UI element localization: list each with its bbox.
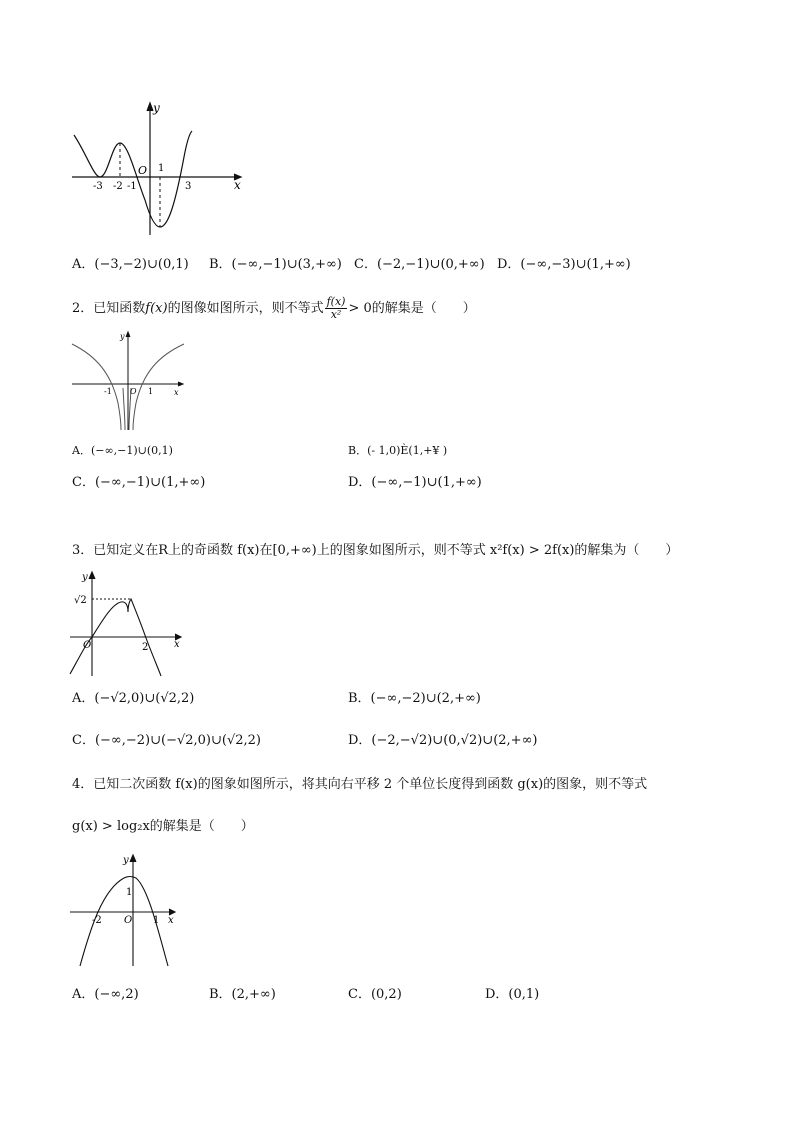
q2-frac-den: x²	[330, 308, 342, 321]
q2-stem	[72, 296, 476, 321]
q4-tick-m2: -2	[92, 915, 102, 926]
q4-graph	[66, 850, 186, 970]
q2-tick-m1: -1	[104, 387, 112, 396]
q4-option-b[interactable]: B．(2,+∞)	[209, 987, 276, 1002]
q2-frac-num: f(x)	[326, 295, 346, 308]
q3-option-c[interactable]: C．(−∞,−2)∪(−√2,0)∪(√2,2)	[72, 733, 261, 748]
q3-y-label: y	[82, 572, 88, 583]
q2-option-d[interactable]: D．(−∞,−1)∪(1,+∞)	[348, 475, 482, 490]
q2-x-label: x	[174, 388, 179, 397]
q3-sqrt2-label: √2	[74, 595, 87, 606]
q2-origin-label: O	[130, 387, 137, 396]
q2-stem-pre: 2．已知函数	[72, 301, 146, 316]
q1-option-b[interactable]: B．(−∞,−1)∪(3,+∞)	[209, 257, 342, 272]
q4-option-c[interactable]: C．(0,2)	[348, 987, 402, 1002]
q3-stem: 3．已知定义在R上的奇函数 f(x)在[0,+∞)上的图象如图所示，则不等式 x²f(x) > 2f(x)的解集为（ ）	[72, 543, 679, 558]
q2-stem-post: > 0的解集是（ ）	[348, 301, 476, 316]
q3-option-d[interactable]: D．(−2,−√2)∪(0,√2)∪(2,+∞)	[348, 733, 538, 748]
q1-origin-label: O	[138, 164, 148, 177]
q1-tick-1: 1	[158, 163, 165, 174]
q4-option-a[interactable]: A．(−∞,2)	[72, 987, 139, 1002]
q4-option-d[interactable]: D．(0,1)	[485, 987, 540, 1002]
q4-stem-line2: g(x) > log₂x的解集是（ ）	[72, 819, 254, 834]
q2-option-b[interactable]: B．(- 1,0)È(1,+¥ )	[348, 444, 448, 457]
q3-tick-2: 2	[142, 642, 149, 653]
q2-y-label: y	[120, 332, 125, 341]
q4-tick-1: 1	[153, 915, 160, 926]
q4-stem-line1: 4．已知二次函数 f(x)的图象如图所示，将其向右平移 2 个单位长度得到函数 g(x)的图象，则不等式	[72, 777, 648, 792]
q4-tick-y1: 1	[126, 887, 133, 898]
q4-y-label: y	[123, 855, 129, 866]
q2-option-c[interactable]: C．(−∞,−1)∪(1,+∞)	[72, 475, 206, 490]
q1-option-a[interactable]: A．(−3,−2)∪(0,1)	[72, 257, 189, 272]
q2-tick-1: 1	[148, 387, 154, 396]
q1-y-label: y	[153, 101, 160, 115]
q2-fraction	[325, 296, 348, 321]
q3-option-a[interactable]: A．(−√2,0)∪(√2,2)	[72, 691, 195, 706]
q1-tick-3: 3	[185, 181, 192, 192]
q4-x-label: x	[168, 915, 174, 926]
q1-graph	[60, 95, 260, 240]
q3-origin-label: O	[83, 640, 92, 651]
q1-tick-m3: -3	[93, 181, 103, 192]
q2-option-a[interactable]: A．(−∞,−1)∪(0,1)	[72, 444, 173, 457]
q1-x-label: x	[234, 178, 241, 192]
q4-origin-label: O	[124, 915, 133, 926]
q3-option-b[interactable]: B．(−∞,−2)∪(2,+∞)	[348, 691, 481, 706]
q3-x-label: x	[174, 639, 180, 650]
q2-stem-mid: 的图像如图所示，则不等式	[167, 301, 324, 316]
q1-option-c[interactable]: C．(−2,−1)∪(0,+∞)	[354, 257, 485, 272]
q1-tick-m1: -1	[127, 181, 137, 192]
q3-graph	[66, 566, 196, 681]
q2-graph	[66, 328, 196, 433]
q2-fx: f(x)	[145, 301, 168, 316]
q1-option-d[interactable]: D．(−∞,−3)∪(1,+∞)	[497, 257, 631, 272]
q1-tick-m2: -2	[113, 181, 123, 192]
